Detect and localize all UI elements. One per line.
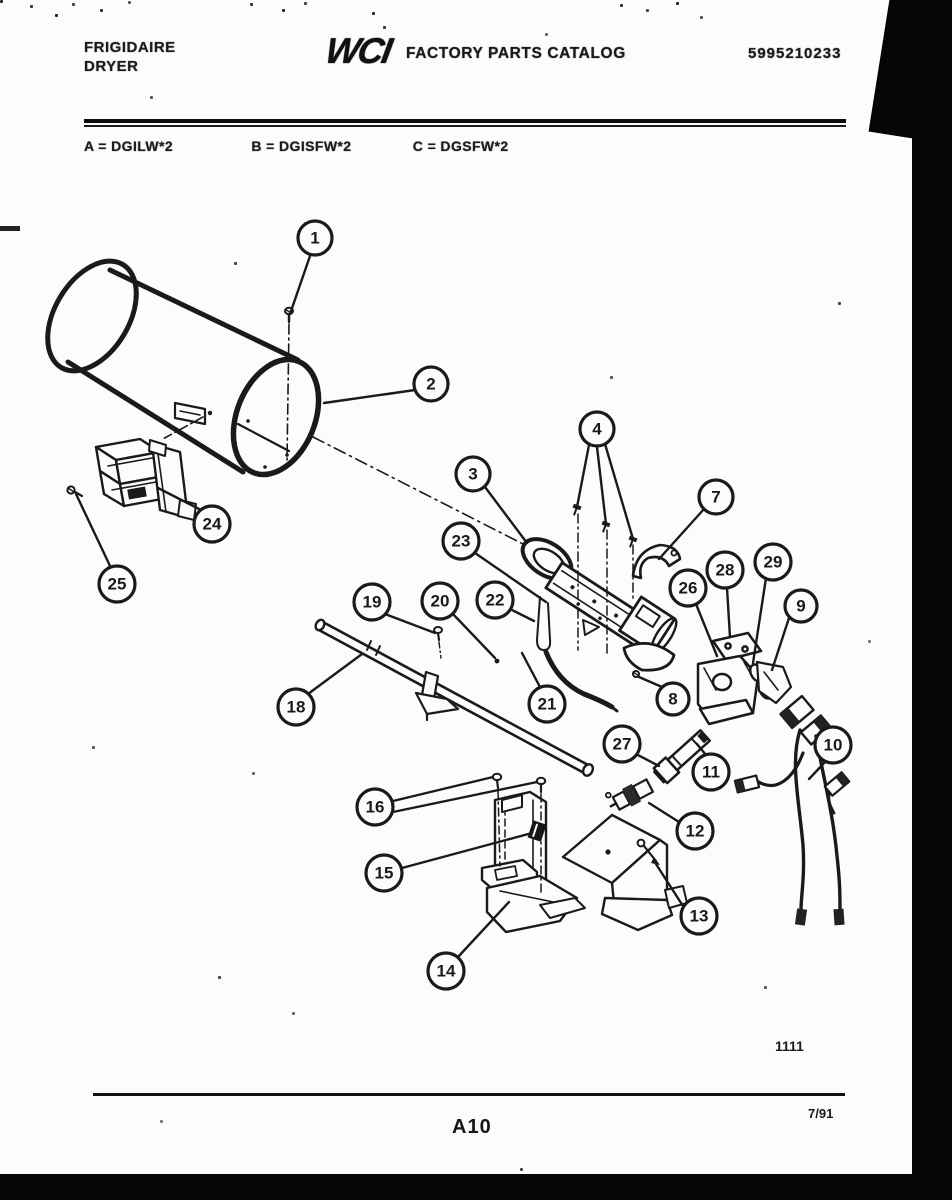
footer-rule [93,1093,845,1096]
callout-leader-9 [772,618,789,670]
svg-text:13: 13 [689,906,709,926]
callout-balloon-22 [477,582,513,618]
callout-balloon-12 [677,813,713,849]
scan-noise [0,0,3,3]
model-variant-b: B = DGISFW*2 [251,138,352,154]
callout-balloon-18 [278,689,314,725]
svg-text:15: 15 [374,863,394,883]
model-variant-c: C = DGSFW*2 [412,138,509,154]
callout-balloon-19 [354,584,390,620]
callout-balloon-16 [357,789,393,825]
callout-leader-12 [649,803,679,822]
pipe-clamp [416,672,458,720]
pipe-screw [434,627,442,658]
scan-border-right [912,0,952,1200]
callout-balloon-10 [815,727,851,763]
callout-leader-4 [577,445,589,507]
callout-balloon-9 [785,590,817,622]
scan-edge-mark [0,226,20,231]
callout-balloon-23 [443,523,479,559]
svg-text:10: 10 [823,735,843,755]
svg-text:22: 22 [485,590,505,610]
callout-leader-22 [508,608,534,621]
callout-balloon-24 [194,506,230,542]
svg-text:2: 2 [426,374,436,394]
callout-leader-20 [452,613,495,658]
svg-text:26: 26 [678,578,698,598]
callout-layer [76,221,851,989]
callout-balloon-8 [657,683,689,715]
coil-screw [67,486,82,496]
svg-text:8: 8 [668,689,678,709]
callout-balloon-4 [580,412,614,446]
svg-text:29: 29 [763,552,783,572]
svg-text:19: 19 [362,592,382,612]
burner-assembly [516,504,681,711]
callout-balloon-25 [99,566,135,602]
catalog-title: FACTORY PARTS CATALOG [406,45,626,62]
svg-text:18: 18 [286,697,306,717]
callout-balloon-29 [755,544,791,580]
revision-date: 7/91 [808,1106,834,1121]
callout-leader-8 [639,677,662,687]
callout-balloon-3 [456,457,490,491]
svg-text:21: 21 [537,694,557,714]
svg-text:16: 16 [365,797,385,817]
flame-sensor [605,774,655,815]
svg-text:24: 24 [202,514,222,534]
callout-leader-1 [290,256,310,314]
svg-text:9: 9 [796,596,806,616]
scan-border-bottom [0,1174,952,1200]
callout-balloon-14 [428,953,464,989]
callout-balloon-1 [298,221,332,255]
drum-screw [285,308,293,460]
callout-leader-14 [458,902,509,957]
callout-balloon-11 [693,754,729,790]
svg-text:4: 4 [592,419,602,439]
svg-text:20: 20 [430,591,450,611]
valve-coil-assembly [96,439,196,520]
callout-leader-25 [76,494,111,568]
callout-leader-19 [385,614,435,633]
svg-text:12: 12 [685,821,705,841]
callout-leader-4 [597,447,606,524]
svg-text:14: 14 [436,961,456,981]
figure-number: 1111 [775,1038,804,1054]
svg-text:27: 27 [612,734,632,754]
callout-balloon-26 [670,570,706,606]
drum-bracket [175,403,212,424]
callout-balloon-7 [699,480,733,514]
callout-balloon-15 [366,855,402,891]
svg-text:7: 7 [711,487,721,507]
callout-balloon-21 [529,686,565,722]
svg-text:11: 11 [702,762,720,782]
page-number: A10 [452,1116,492,1138]
svg-text:1: 1 [310,228,320,248]
callout-leader-26 [696,604,717,656]
callout-leader-28 [727,588,730,637]
svg-text:23: 23 [451,531,471,551]
callout-balloon-20 [422,583,458,619]
svg-text:3: 3 [468,464,478,484]
wci-logo: WCI [322,30,394,71]
callout-leader-7 [659,509,704,559]
svg-text:25: 25 [107,574,127,594]
callout-balloon-2 [414,367,448,401]
callout-balloon-28 [707,552,743,588]
callout-leader-16 [393,777,493,801]
brand-line-2: DRYER [84,58,139,75]
alignment-centerline [313,437,523,544]
callout-balloon-13 [681,898,717,934]
clamp-bolt [633,671,639,677]
svg-text:28: 28 [715,560,735,580]
callout-leader-21 [522,653,540,687]
igniter-bracket-assembly [482,774,687,932]
model-variant-a: A = DGILW*2 [84,138,174,154]
callout-balloon-27 [604,726,640,762]
catalog-number: 5995210233 [748,45,842,62]
brand-line-1: FRIGIDAIRE [84,39,176,56]
callout-leader-18 [308,654,362,694]
callout-leader-2 [324,390,415,403]
